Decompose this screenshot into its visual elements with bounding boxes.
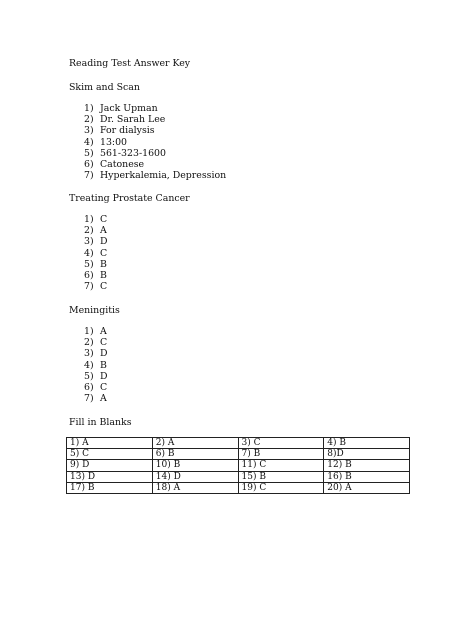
- list-item: 6) B: [84, 269, 107, 281]
- answer-list-skim-and-scan: [84, 103, 226, 181]
- list-item: 5) D: [84, 370, 108, 382]
- table-cell: 3) C: [238, 438, 324, 449]
- table-cell: 13) D: [67, 471, 153, 482]
- table-cell: 1) A: [67, 438, 153, 449]
- document-title: Reading Test Answer Key: [69, 58, 191, 69]
- list-item: 2) A: [84, 225, 107, 237]
- table-cell: 7) B: [238, 449, 324, 460]
- table-cell: 18) A: [152, 482, 238, 493]
- list-item: 3) D: [84, 348, 108, 360]
- list-item: 4) C: [84, 247, 108, 259]
- table-cell: 20) A: [324, 482, 410, 493]
- table-row: [67, 482, 410, 493]
- list-item: 5) B: [84, 258, 107, 270]
- table-cell: 9) D: [67, 460, 153, 471]
- table-cell: 19) C: [238, 482, 324, 493]
- table-cell: 8)D: [324, 449, 410, 460]
- list-item: 5) 561-323-1600: [84, 147, 166, 159]
- table-cell: 15) B: [238, 471, 324, 482]
- list-item: 4) 13:00: [84, 136, 128, 148]
- table-row: [67, 471, 410, 482]
- table-cell: 10) B: [152, 460, 238, 471]
- list-item: 1) C: [84, 214, 108, 225]
- list-item: 2) Dr. Sarah Lee: [84, 114, 166, 126]
- table-cell: 4) B: [324, 438, 410, 449]
- fill-in-blanks-table: [66, 437, 410, 494]
- table-cell: 12) B: [324, 460, 410, 471]
- list-item: 4) B: [84, 359, 107, 371]
- table-cell: 6) B: [152, 449, 238, 460]
- table-cell: 11) C: [238, 460, 324, 471]
- answer-list-treating-prostate-cancer: [84, 214, 108, 292]
- section-heading-fill-in-blanks: Fill in Blanks: [69, 417, 132, 428]
- section-heading-meningitis: Meningitis: [69, 305, 120, 316]
- list-item: 6) C: [84, 381, 108, 393]
- list-item: 1) Jack Upman: [84, 103, 158, 114]
- list-item: 6) Catonese: [84, 158, 145, 170]
- table-cell: 14) D: [152, 471, 238, 482]
- section-heading-treating-prostate-cancer: Treating Prostate Cancer: [69, 193, 190, 204]
- table-row: [67, 438, 410, 449]
- list-item: 7) C: [84, 281, 108, 293]
- list-item: 7) Hyperkalemia, Depression: [84, 170, 227, 182]
- table-row: [67, 460, 410, 471]
- list-item: 3) D: [84, 236, 108, 248]
- list-item: 1) A: [84, 326, 107, 337]
- list-item: 3) For dialysis: [84, 125, 155, 137]
- answer-list-meningitis: [84, 326, 108, 404]
- section-heading-skim-and-scan: Skim and Scan: [69, 82, 140, 93]
- list-item: 7) A: [84, 393, 107, 405]
- table-cell: 16) B: [324, 471, 410, 482]
- table-cell: 17) B: [67, 482, 153, 493]
- table-row: [67, 449, 410, 460]
- list-item: 2) C: [84, 337, 108, 349]
- table-cell: 5) C: [67, 449, 153, 460]
- table-cell: 2) A: [152, 438, 238, 449]
